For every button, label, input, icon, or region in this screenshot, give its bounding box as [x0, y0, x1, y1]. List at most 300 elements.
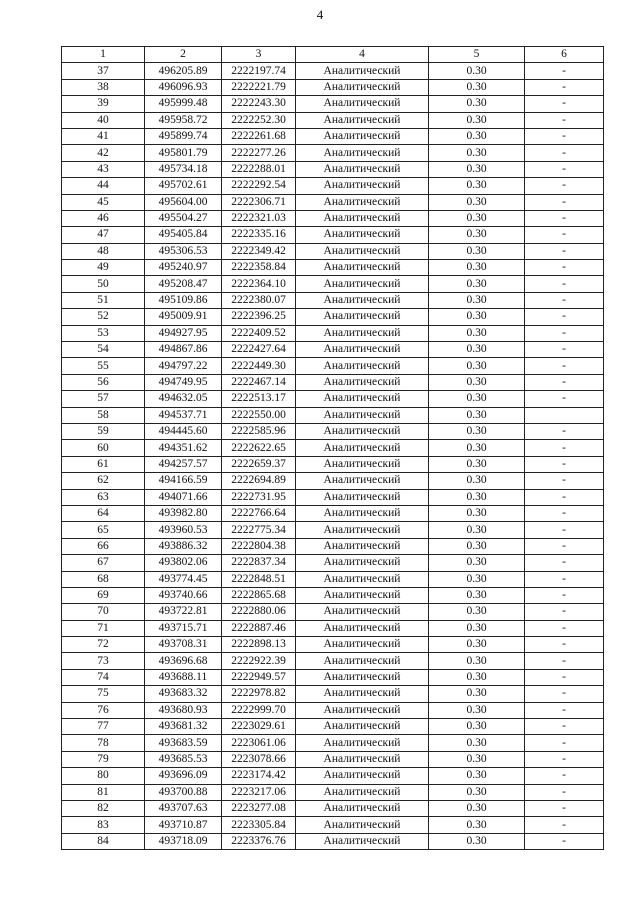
table-row: [62, 768, 604, 784]
method-cell: Аналитический: [296, 276, 429, 292]
table-row: [62, 358, 604, 374]
note-cell: -: [525, 505, 604, 521]
accuracy-cell: 0.30: [429, 145, 525, 161]
table-row: [62, 210, 604, 226]
accuracy-cell: 0.30: [429, 669, 525, 685]
x-coordinate-cell: 495604.00: [145, 194, 222, 210]
y-coordinate-cell: 2222887.46: [222, 620, 296, 636]
table-row: [62, 702, 604, 718]
note-cell: -: [525, 620, 604, 636]
table-row: [62, 292, 604, 308]
x-coordinate-cell: 493886.32: [145, 538, 222, 554]
x-coordinate-cell: 493708.31: [145, 637, 222, 653]
table-row: [62, 604, 604, 620]
table-row: [62, 407, 604, 423]
table-row: [62, 276, 604, 292]
table-body: [62, 63, 604, 850]
table-row: [62, 669, 604, 685]
method-cell: Аналитический: [296, 751, 429, 767]
point-number-cell: 84: [62, 833, 145, 849]
accuracy-cell: 0.30: [429, 735, 525, 751]
point-number-cell: 75: [62, 686, 145, 702]
y-coordinate-cell: 2222396.25: [222, 309, 296, 325]
x-coordinate-cell: 496096.93: [145, 79, 222, 95]
note-cell: -: [525, 423, 604, 439]
note-cell: -: [525, 96, 604, 112]
column-header: 5: [429, 47, 525, 63]
y-coordinate-cell: 2222277.26: [222, 145, 296, 161]
table-row: [62, 194, 604, 210]
method-cell: Аналитический: [296, 194, 429, 210]
x-coordinate-cell: 493685.53: [145, 751, 222, 767]
y-coordinate-cell: 2222949.57: [222, 669, 296, 685]
note-cell: -: [525, 817, 604, 833]
method-cell: Аналитический: [296, 260, 429, 276]
method-cell: Аналитический: [296, 833, 429, 849]
note-cell: -: [525, 555, 604, 571]
method-cell: Аналитический: [296, 538, 429, 554]
note-cell: -: [525, 800, 604, 816]
table-row: [62, 587, 604, 603]
y-coordinate-cell: 2222766.64: [222, 505, 296, 521]
point-number-cell: 69: [62, 587, 145, 603]
point-number-cell: 68: [62, 571, 145, 587]
table-row: [62, 522, 604, 538]
x-coordinate-cell: 494351.62: [145, 440, 222, 456]
method-cell: Аналитический: [296, 342, 429, 358]
y-coordinate-cell: 2223078.66: [222, 751, 296, 767]
x-coordinate-cell: 494632.05: [145, 391, 222, 407]
note-cell: -: [525, 768, 604, 784]
table-row: [62, 112, 604, 128]
x-coordinate-cell: 495702.61: [145, 178, 222, 194]
note-cell: -: [525, 833, 604, 849]
accuracy-cell: 0.30: [429, 686, 525, 702]
y-coordinate-cell: 2222622.65: [222, 440, 296, 456]
note-cell: -: [525, 702, 604, 718]
method-cell: Аналитический: [296, 112, 429, 128]
point-number-cell: 44: [62, 178, 145, 194]
accuracy-cell: 0.30: [429, 178, 525, 194]
note-cell: -: [525, 489, 604, 505]
point-number-cell: 58: [62, 407, 145, 423]
y-coordinate-cell: 2222694.89: [222, 473, 296, 489]
y-coordinate-cell: 2222775.34: [222, 522, 296, 538]
method-cell: Аналитический: [296, 768, 429, 784]
table-row: [62, 79, 604, 95]
note-cell: -: [525, 292, 604, 308]
method-cell: Аналитический: [296, 128, 429, 144]
accuracy-cell: 0.30: [429, 260, 525, 276]
column-header: 3: [222, 47, 296, 63]
table-row: [62, 555, 604, 571]
table-row: [62, 96, 604, 112]
x-coordinate-cell: 495208.47: [145, 276, 222, 292]
accuracy-cell: 0.30: [429, 702, 525, 718]
note-cell: -: [525, 686, 604, 702]
method-cell: Аналитический: [296, 79, 429, 95]
note-cell: -: [525, 719, 604, 735]
x-coordinate-cell: 493688.11: [145, 669, 222, 685]
point-number-cell: 56: [62, 374, 145, 390]
accuracy-cell: 0.30: [429, 391, 525, 407]
accuracy-cell: 0.30: [429, 407, 525, 423]
x-coordinate-cell: 493722.81: [145, 604, 222, 620]
method-cell: Аналитический: [296, 489, 429, 505]
accuracy-cell: 0.30: [429, 522, 525, 538]
point-number-cell: 80: [62, 768, 145, 784]
x-coordinate-cell: 493700.88: [145, 784, 222, 800]
y-coordinate-cell: 2223029.61: [222, 719, 296, 735]
x-coordinate-cell: 493718.09: [145, 833, 222, 849]
note-cell: -: [525, 63, 604, 79]
note-cell: -: [525, 227, 604, 243]
y-coordinate-cell: 2223217.06: [222, 784, 296, 800]
x-coordinate-cell: 493740.66: [145, 587, 222, 603]
accuracy-cell: 0.30: [429, 79, 525, 95]
note-cell: -: [525, 784, 604, 800]
table-row: [62, 63, 604, 79]
note-cell: -: [525, 325, 604, 341]
point-number-cell: 65: [62, 522, 145, 538]
table-row: [62, 719, 604, 735]
x-coordinate-cell: 495306.53: [145, 243, 222, 259]
note-cell: [525, 407, 604, 423]
note-cell: -: [525, 653, 604, 669]
x-coordinate-cell: 494257.57: [145, 456, 222, 472]
y-coordinate-cell: 2222585.96: [222, 423, 296, 439]
y-coordinate-cell: 2222513.17: [222, 391, 296, 407]
y-coordinate-cell: 2222197.74: [222, 63, 296, 79]
y-coordinate-cell: 2223376.76: [222, 833, 296, 849]
coordinates-table: [61, 46, 604, 850]
accuracy-cell: 0.30: [429, 96, 525, 112]
accuracy-cell: 0.30: [429, 505, 525, 521]
note-cell: -: [525, 440, 604, 456]
method-cell: Аналитический: [296, 407, 429, 423]
note-cell: -: [525, 538, 604, 554]
point-number-cell: 62: [62, 473, 145, 489]
method-cell: Аналитический: [296, 653, 429, 669]
point-number-cell: 49: [62, 260, 145, 276]
accuracy-cell: 0.30: [429, 571, 525, 587]
note-cell: -: [525, 260, 604, 276]
y-coordinate-cell: 2222288.01: [222, 161, 296, 177]
note-cell: -: [525, 210, 604, 226]
method-cell: Аналитический: [296, 440, 429, 456]
method-cell: Аналитический: [296, 719, 429, 735]
x-coordinate-cell: 493715.71: [145, 620, 222, 636]
method-cell: Аналитический: [296, 63, 429, 79]
accuracy-cell: 0.30: [429, 292, 525, 308]
accuracy-cell: 0.30: [429, 604, 525, 620]
x-coordinate-cell: 494927.95: [145, 325, 222, 341]
table-row: [62, 538, 604, 554]
point-number-cell: 54: [62, 342, 145, 358]
table-row: [62, 374, 604, 390]
method-cell: Аналитический: [296, 784, 429, 800]
method-cell: Аналитический: [296, 522, 429, 538]
table-row: [62, 128, 604, 144]
method-cell: Аналитический: [296, 374, 429, 390]
table-row: [62, 800, 604, 816]
y-coordinate-cell: 2222898.13: [222, 637, 296, 653]
accuracy-cell: 0.30: [429, 194, 525, 210]
x-coordinate-cell: 495240.97: [145, 260, 222, 276]
method-cell: Аналитический: [296, 800, 429, 816]
method-cell: Аналитический: [296, 604, 429, 620]
y-coordinate-cell: 2222922.39: [222, 653, 296, 669]
point-number-cell: 81: [62, 784, 145, 800]
point-number-cell: 72: [62, 637, 145, 653]
note-cell: -: [525, 522, 604, 538]
accuracy-cell: 0.30: [429, 817, 525, 833]
table-row: [62, 735, 604, 751]
x-coordinate-cell: 495504.27: [145, 210, 222, 226]
x-coordinate-cell: 495958.72: [145, 112, 222, 128]
note-cell: -: [525, 128, 604, 144]
y-coordinate-cell: 2222731.95: [222, 489, 296, 505]
x-coordinate-cell: 495999.48: [145, 96, 222, 112]
method-cell: Аналитический: [296, 423, 429, 439]
y-coordinate-cell: 2223061.06: [222, 735, 296, 751]
column-header: 4: [296, 47, 429, 63]
column-header: 6: [525, 47, 604, 63]
column-header: 2: [145, 47, 222, 63]
method-cell: Аналитический: [296, 637, 429, 653]
table-row: [62, 440, 604, 456]
method-cell: Аналитический: [296, 456, 429, 472]
accuracy-cell: 0.30: [429, 358, 525, 374]
x-coordinate-cell: 493982.80: [145, 505, 222, 521]
accuracy-cell: 0.30: [429, 833, 525, 849]
method-cell: Аналитический: [296, 473, 429, 489]
y-coordinate-cell: 2222349.42: [222, 243, 296, 259]
note-cell: -: [525, 79, 604, 95]
y-coordinate-cell: 2222221.79: [222, 79, 296, 95]
point-number-cell: 78: [62, 735, 145, 751]
x-coordinate-cell: 493696.09: [145, 768, 222, 784]
y-coordinate-cell: 2222865.68: [222, 587, 296, 603]
point-number-cell: 41: [62, 128, 145, 144]
point-number-cell: 48: [62, 243, 145, 259]
accuracy-cell: 0.30: [429, 210, 525, 226]
point-number-cell: 76: [62, 702, 145, 718]
accuracy-cell: 0.30: [429, 309, 525, 325]
table-row: [62, 653, 604, 669]
note-cell: -: [525, 751, 604, 767]
x-coordinate-cell: 495899.74: [145, 128, 222, 144]
x-coordinate-cell: 495405.84: [145, 227, 222, 243]
method-cell: Аналитический: [296, 571, 429, 587]
y-coordinate-cell: 2222999.70: [222, 702, 296, 718]
accuracy-cell: 0.30: [429, 538, 525, 554]
table-row: [62, 784, 604, 800]
point-number-cell: 39: [62, 96, 145, 112]
x-coordinate-cell: 493681.32: [145, 719, 222, 735]
note-cell: -: [525, 637, 604, 653]
point-number-cell: 51: [62, 292, 145, 308]
method-cell: Аналитический: [296, 227, 429, 243]
y-coordinate-cell: 2222335.16: [222, 227, 296, 243]
table-row: [62, 489, 604, 505]
accuracy-cell: 0.30: [429, 63, 525, 79]
table-row: [62, 145, 604, 161]
point-number-cell: 66: [62, 538, 145, 554]
table-row: [62, 571, 604, 587]
y-coordinate-cell: 2222261.68: [222, 128, 296, 144]
y-coordinate-cell: 2222321.03: [222, 210, 296, 226]
y-coordinate-cell: 2222848.51: [222, 571, 296, 587]
accuracy-cell: 0.30: [429, 768, 525, 784]
accuracy-cell: 0.30: [429, 473, 525, 489]
table-row: [62, 505, 604, 521]
accuracy-cell: 0.30: [429, 653, 525, 669]
x-coordinate-cell: 493774.45: [145, 571, 222, 587]
point-number-cell: 50: [62, 276, 145, 292]
accuracy-cell: 0.30: [429, 456, 525, 472]
accuracy-cell: 0.30: [429, 342, 525, 358]
point-number-cell: 59: [62, 423, 145, 439]
table-row: [62, 342, 604, 358]
table-row: [62, 309, 604, 325]
x-coordinate-cell: 493683.59: [145, 735, 222, 751]
note-cell: -: [525, 735, 604, 751]
accuracy-cell: 0.30: [429, 784, 525, 800]
point-number-cell: 40: [62, 112, 145, 128]
x-coordinate-cell: 493696.68: [145, 653, 222, 669]
method-cell: Аналитический: [296, 669, 429, 685]
y-coordinate-cell: 2222449.30: [222, 358, 296, 374]
note-cell: -: [525, 456, 604, 472]
table-row: [62, 243, 604, 259]
point-number-cell: 52: [62, 309, 145, 325]
point-number-cell: 64: [62, 505, 145, 521]
note-cell: -: [525, 669, 604, 685]
method-cell: Аналитический: [296, 145, 429, 161]
point-number-cell: 60: [62, 440, 145, 456]
method-cell: Аналитический: [296, 686, 429, 702]
method-cell: Аналитический: [296, 161, 429, 177]
y-coordinate-cell: 2223174.42: [222, 768, 296, 784]
y-coordinate-cell: 2222550.00: [222, 407, 296, 423]
page-number: 4: [316, 7, 324, 22]
point-number-cell: 47: [62, 227, 145, 243]
note-cell: -: [525, 391, 604, 407]
x-coordinate-cell: 494749.95: [145, 374, 222, 390]
note-cell: -: [525, 178, 604, 194]
point-number-cell: 67: [62, 555, 145, 571]
x-coordinate-cell: 496205.89: [145, 63, 222, 79]
y-coordinate-cell: 2222364.10: [222, 276, 296, 292]
x-coordinate-cell: 495801.79: [145, 145, 222, 161]
note-cell: -: [525, 194, 604, 210]
table-row: [62, 456, 604, 472]
y-coordinate-cell: 2222804.38: [222, 538, 296, 554]
note-cell: -: [525, 473, 604, 489]
note-cell: -: [525, 587, 604, 603]
point-number-cell: 55: [62, 358, 145, 374]
method-cell: Аналитический: [296, 325, 429, 341]
note-cell: -: [525, 358, 604, 374]
accuracy-cell: 0.30: [429, 620, 525, 636]
accuracy-cell: 0.30: [429, 423, 525, 439]
note-cell: -: [525, 309, 604, 325]
point-number-cell: 43: [62, 161, 145, 177]
point-number-cell: 71: [62, 620, 145, 636]
accuracy-cell: 0.30: [429, 719, 525, 735]
method-cell: Аналитический: [296, 735, 429, 751]
table-row: [62, 391, 604, 407]
table-row: [62, 686, 604, 702]
accuracy-cell: 0.30: [429, 637, 525, 653]
y-coordinate-cell: 2222380.07: [222, 292, 296, 308]
table-row: [62, 620, 604, 636]
table-row: [62, 161, 604, 177]
table-row: [62, 325, 604, 341]
note-cell: -: [525, 112, 604, 128]
x-coordinate-cell: 493707.63: [145, 800, 222, 816]
method-cell: Аналитический: [296, 505, 429, 521]
point-number-cell: 38: [62, 79, 145, 95]
point-number-cell: 61: [62, 456, 145, 472]
note-cell: -: [525, 604, 604, 620]
accuracy-cell: 0.30: [429, 555, 525, 571]
x-coordinate-cell: 495109.86: [145, 292, 222, 308]
column-header: 1: [62, 47, 145, 63]
table-header-row: [62, 47, 604, 63]
x-coordinate-cell: 493710.87: [145, 817, 222, 833]
x-coordinate-cell: 494537.71: [145, 407, 222, 423]
y-coordinate-cell: 2222358.84: [222, 260, 296, 276]
table-row: [62, 751, 604, 767]
table-row: [62, 178, 604, 194]
method-cell: Аналитический: [296, 309, 429, 325]
method-cell: Аналитический: [296, 292, 429, 308]
method-cell: Аналитический: [296, 555, 429, 571]
y-coordinate-cell: 2222427.64: [222, 342, 296, 358]
x-coordinate-cell: 494867.86: [145, 342, 222, 358]
x-coordinate-cell: 495009.91: [145, 309, 222, 325]
method-cell: Аналитический: [296, 96, 429, 112]
y-coordinate-cell: 2222837.34: [222, 555, 296, 571]
point-number-cell: 42: [62, 145, 145, 161]
y-coordinate-cell: 2222978.82: [222, 686, 296, 702]
point-number-cell: 83: [62, 817, 145, 833]
table-row: [62, 227, 604, 243]
accuracy-cell: 0.30: [429, 751, 525, 767]
note-cell: -: [525, 571, 604, 587]
x-coordinate-cell: 493680.93: [145, 702, 222, 718]
point-number-cell: 73: [62, 653, 145, 669]
accuracy-cell: 0.30: [429, 325, 525, 341]
x-coordinate-cell: 494166.59: [145, 473, 222, 489]
y-coordinate-cell: 2223277.08: [222, 800, 296, 816]
point-number-cell: 53: [62, 325, 145, 341]
method-cell: Аналитический: [296, 620, 429, 636]
accuracy-cell: 0.30: [429, 587, 525, 603]
table-row: [62, 833, 604, 849]
accuracy-cell: 0.30: [429, 800, 525, 816]
note-cell: -: [525, 145, 604, 161]
x-coordinate-cell: 494071.66: [145, 489, 222, 505]
accuracy-cell: 0.30: [429, 440, 525, 456]
accuracy-cell: 0.30: [429, 227, 525, 243]
y-coordinate-cell: 2222252.30: [222, 112, 296, 128]
point-number-cell: 74: [62, 669, 145, 685]
table-row: [62, 423, 604, 439]
accuracy-cell: 0.30: [429, 374, 525, 390]
